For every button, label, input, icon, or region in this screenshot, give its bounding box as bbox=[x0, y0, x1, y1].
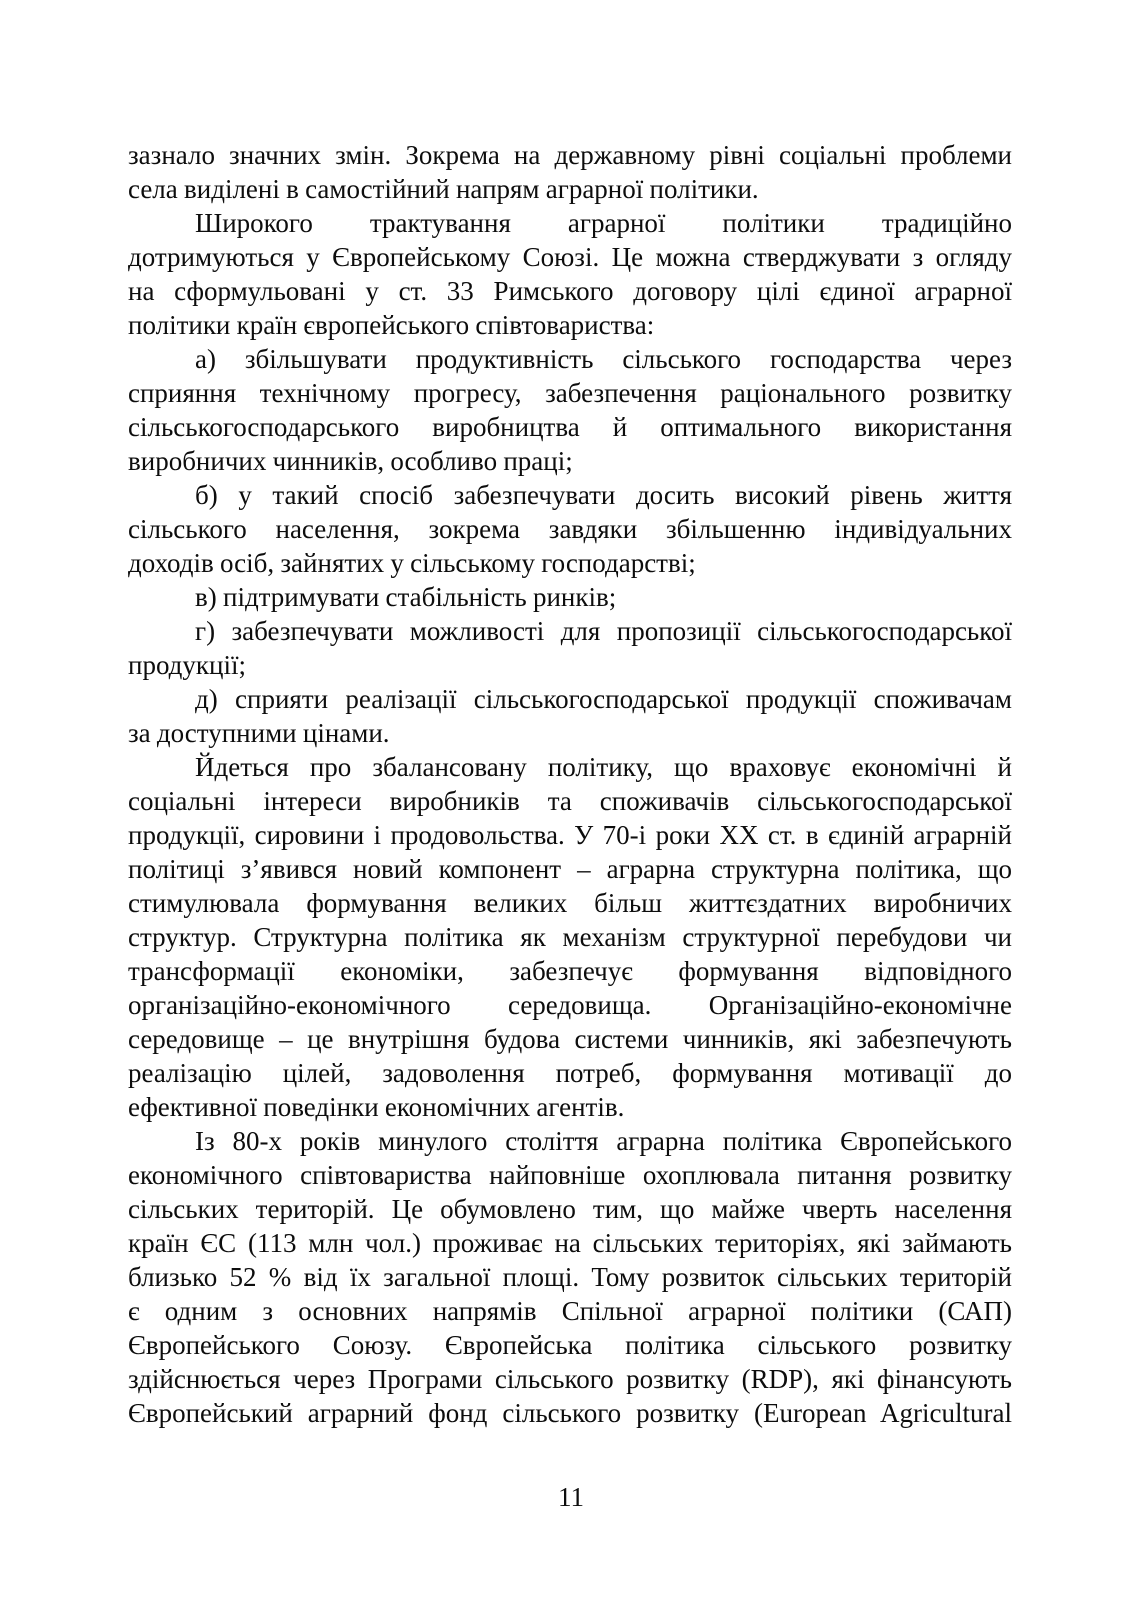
text-line: сільського населення, зокрема завдяки збільшенню індивідуальних bbox=[128, 514, 1012, 544]
text-line: економічного співтовариства найповніше охоплювала питання розвитку bbox=[128, 1160, 1012, 1190]
text-line: структур. Структурна політика як механізм структурної перебудови чи bbox=[128, 922, 1012, 952]
text-line: сільськогосподарського виробництва й оптимального використання bbox=[128, 412, 1012, 442]
text-line: трансформації економіки, забезпечує формування відповідного bbox=[128, 956, 1012, 986]
text-line: організаційно-економічного середовища. Організаційно-економічне bbox=[128, 990, 1012, 1020]
text-line: близько 52 % від їх загальної площі. Тому розвиток сільських територій bbox=[128, 1262, 1012, 1292]
paragraph bbox=[128, 206, 1012, 342]
text-line: продукції, сировини і продовольства. У 70-і роки XX ст. в єдиній аграрній bbox=[128, 820, 1012, 850]
text-line: політики країн європейського співтовариства: bbox=[128, 310, 655, 340]
text-line: дотримуються у Європейському Союзі. Це можна стверджувати з огляду bbox=[128, 242, 1012, 272]
text-line: середовище – це внутрішня будова системи чинників, які забезпечують bbox=[128, 1024, 1012, 1054]
paragraph bbox=[128, 478, 1012, 580]
text-line: є одним з основних напрямів Спільної аграрної політики (САП) bbox=[128, 1296, 1012, 1326]
text-line: Із 80-х років минулого століття аграрна політика Європейського bbox=[195, 1126, 1012, 1156]
text-line: д) сприяти реалізації сільськогосподарської продукції споживачам bbox=[195, 684, 1012, 714]
text-line: ефективної поведінки економічних агентів. bbox=[128, 1092, 625, 1122]
page-number: 11 bbox=[558, 1482, 584, 1512]
text-line: соціальні інтереси виробників та споживачів сільськогосподарської bbox=[128, 786, 1012, 816]
text-line: за доступними цінами. bbox=[128, 718, 390, 748]
paragraph bbox=[128, 580, 1012, 614]
paragraph bbox=[128, 1124, 1012, 1430]
text-line: в) підтримувати стабільність ринків; bbox=[195, 582, 617, 612]
text-line: реалізацію цілей, задоволення потреб, формування мотивації до bbox=[128, 1058, 1012, 1088]
text-line: стимулювала формування великих більш життєздатних виробничих bbox=[128, 888, 1012, 918]
text-line: Широкого трактування аграрної політики традиційно bbox=[195, 208, 1012, 238]
text-line: б) у такий спосіб забезпечувати досить високий рівень життя bbox=[195, 480, 1012, 510]
text-line: країн ЄС (113 млн чол.) проживає на сільських територіях, які займають bbox=[128, 1228, 1012, 1258]
text-line: сприяння технічному прогресу, забезпечення раціонального розвитку bbox=[128, 378, 1012, 408]
paragraph bbox=[128, 750, 1012, 1124]
text-line: здійснюється через Програми сільського розвитку (RDP), які фінансують bbox=[128, 1364, 1012, 1394]
paragraph bbox=[128, 138, 1012, 206]
body-text bbox=[128, 138, 1012, 1430]
text-line: продукції; bbox=[128, 650, 246, 680]
text-line: виробничих чинників, особливо праці; bbox=[128, 446, 573, 476]
text-line: а) збільшувати продуктивність сільського господарства через bbox=[195, 344, 1012, 374]
text-line: на сформульовані у ст. 33 Римського договору цілі єдиної аграрної bbox=[128, 276, 1012, 306]
paragraph bbox=[128, 614, 1012, 682]
paragraph bbox=[128, 682, 1012, 750]
text-line: зазнало значних змін. Зокрема на державному рівні соціальні проблеми bbox=[128, 140, 1012, 170]
text-line: доходів осіб, зайнятих у сільському господарстві; bbox=[128, 548, 696, 578]
text-line: сільських територій. Це обумовлено тим, що майже чверть населення bbox=[128, 1194, 1012, 1224]
paragraph bbox=[128, 342, 1012, 478]
text-line: Йдеться про збалансовану політику, що враховує економічні й bbox=[195, 752, 1012, 782]
text-line: Європейський аграрний фонд сільського розвитку (European Agricultural bbox=[128, 1398, 1012, 1428]
text-line: г) забезпечувати можливості для пропозиції сільськогосподарської bbox=[195, 616, 1012, 646]
text-line: села виділені в самостійний напрям аграрної політики. bbox=[128, 174, 759, 204]
text-line: політиці з’явився новий компонент – аграрна структурна політика, що bbox=[128, 854, 1012, 884]
text-line: Європейського Союзу. Європейська політика сільського розвитку bbox=[128, 1330, 1012, 1360]
